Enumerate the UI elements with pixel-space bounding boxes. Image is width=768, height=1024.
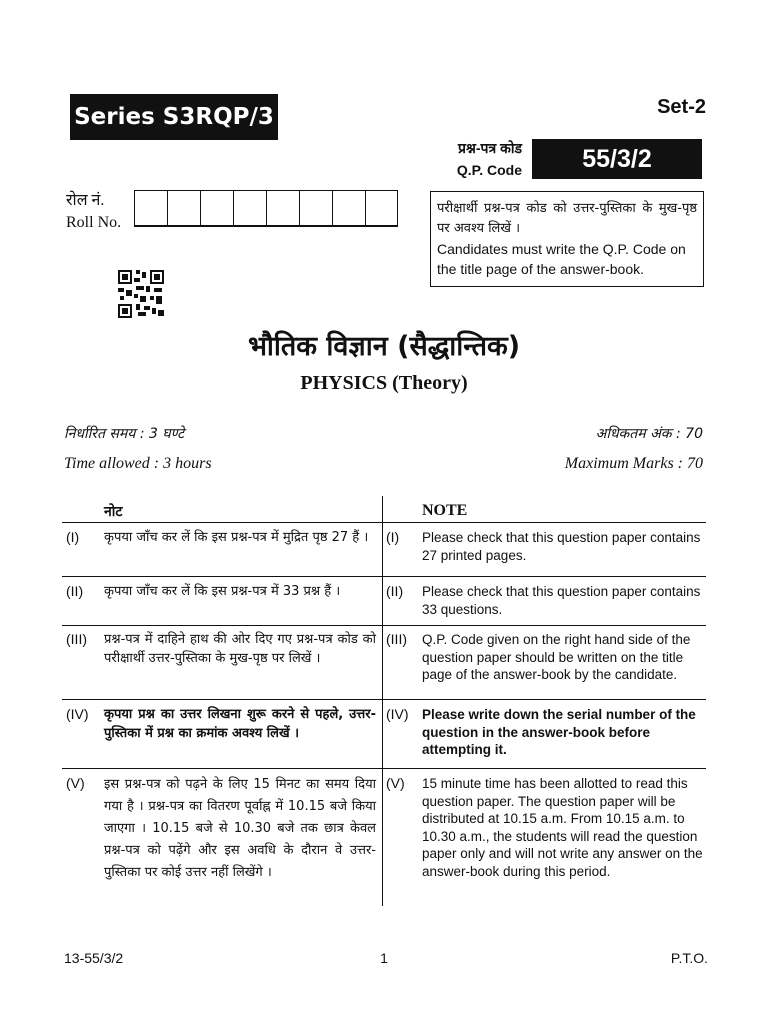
set-label: Set-2	[657, 96, 706, 118]
subject-title-en: PHYSICS (Theory)	[300, 372, 468, 394]
note-number: (II)	[386, 583, 404, 599]
note-text-en: Q.P. Code given on the right hand side of the question paper should be written on the title page of the answer-book by the candidate.	[422, 632, 691, 682]
note-text-hi: कृपया जाँच कर लें कि इस प्रश्न-पत्र में मुद्रित पृष्ठ 27 हैं ।	[104, 530, 369, 545]
qp-code-value: 55/3/2	[532, 139, 702, 179]
qp-instruction-box	[430, 191, 704, 287]
note-number: (III)	[66, 631, 87, 647]
time-allowed-hi: निर्धारित समय : 3 घण्टे	[64, 426, 185, 442]
note-number: (III)	[386, 631, 407, 647]
qp-code-label-en: Q.P. Code	[456, 162, 522, 178]
note-text-hi: प्रश्न-पत्र में दाहिने हाथ की ओर दिए गए प्रश्न-पत्र कोड को परीक्षार्थी उत्तर-पुस्तिका के मुख-पृष्ठ पर लिखें ।	[104, 632, 376, 666]
notes-heading-hi: नोट	[104, 504, 123, 520]
note-number: (II)	[66, 583, 84, 599]
row-rule	[62, 625, 706, 626]
notes-heading-en: NOTE	[422, 502, 468, 519]
note-number: (I)	[66, 529, 80, 545]
qp-code-label	[426, 137, 522, 181]
roll-number-label	[66, 190, 121, 234]
note-text-hi: इस प्रश्न-पत्र को पढ़ने के लिए 15 मिनट का समय दिया गया है । प्रश्न-पत्र का वितरण पूर्वाह्न में 10.15 बजे किया जाएगा । 10.15 बजे से 10.30 बजे तक छात्र केवल प्रश्न-पत्र को पढ़ेंगे और इस अवधि के दौरान वे उत्तर-पुस्तिका पर कोई उत्तर नहीं लिखेंगे ।	[104, 777, 376, 880]
roll-digit-box[interactable]	[233, 190, 266, 226]
roll-label-hi: रोल नं.	[66, 192, 105, 209]
instruction-hi: परीक्षार्थी प्रश्न-पत्र कोड को उत्तर-पुस्तिका के मुख-पृष्ठ पर अवश्य लिखें ।	[437, 201, 697, 236]
roll-digit-box[interactable]	[134, 190, 167, 226]
note-number: (I)	[386, 529, 400, 545]
subject-title-hi: भौतिक विज्ञान (सैद्धान्तिक)	[247, 331, 521, 362]
notes-column-divider	[382, 496, 383, 906]
qr-code-icon	[118, 270, 164, 318]
note-text-en: Please check that this question paper contains 33 questions.	[422, 584, 701, 617]
note-number: (V)	[386, 775, 405, 791]
pto-label: P.T.O.	[670, 950, 708, 966]
time-allowed-en: Time allowed : 3 hours	[64, 455, 212, 472]
roll-digit-box[interactable]	[332, 190, 365, 226]
roll-digit-box[interactable]	[200, 190, 233, 226]
note-number: (IV)	[386, 706, 409, 722]
note-text-hi: कृपया प्रश्न का उत्तर लिखना शुरू करने से पहले, उत्तर-पुस्तिका में प्रश्न का क्रमांक अवश्य लिखें ।	[104, 707, 376, 741]
qp-code-label-hi: प्रश्न-पत्र कोड	[458, 140, 522, 156]
roll-number-boxes[interactable]	[134, 190, 398, 227]
roll-digit-box[interactable]	[299, 190, 332, 226]
roll-digit-box[interactable]	[167, 190, 200, 226]
roll-digit-box[interactable]	[365, 190, 398, 226]
page-number: 1	[380, 950, 388, 966]
row-rule	[62, 768, 706, 769]
note-text-hi: कृपया जाँच कर लें कि इस प्रश्न-पत्र में 33 प्रश्न हैं ।	[104, 584, 341, 599]
row-rule	[62, 576, 706, 577]
notes-header-rule	[62, 522, 706, 523]
maximum-marks-en: Maximum Marks : 70	[564, 455, 703, 472]
note-text-en: 15 minute time has been allotted to read this question paper. The question paper will be distributed at 10.15 a.m. From 10.15 a.m. to 10.30 a.m., the students will read the question paper only and will not write any answer on the answer-book during this period.	[422, 776, 703, 879]
note-number: (V)	[66, 775, 85, 791]
roll-label-en: Roll No.	[66, 214, 122, 231]
row-rule	[62, 699, 706, 700]
roll-digit-box[interactable]	[266, 190, 299, 226]
series-label: Series S3RQP/3	[70, 94, 278, 140]
note-text-en: Please check that this question paper contains 27 printed pages.	[422, 530, 701, 563]
instruction-en: Candidates must write the Q.P. Code on the title page of the answer-book.	[437, 241, 686, 277]
note-text-en: Please write down the serial number of the question in the answer-book before attempting it.	[422, 707, 696, 757]
footer-paper-code: 13-55/3/2	[64, 950, 124, 966]
note-number: (IV)	[66, 706, 89, 722]
maximum-marks-hi: अधिकतम अंक : 70	[595, 426, 703, 442]
